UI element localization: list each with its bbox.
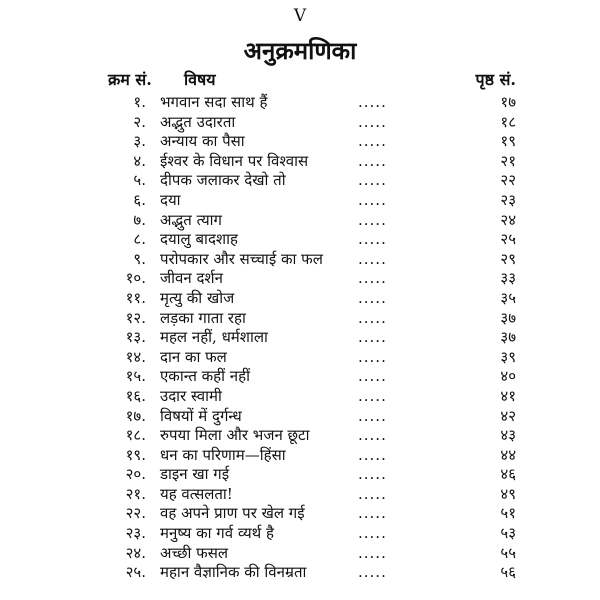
entry-leader-dots: ..... — [358, 288, 387, 307]
entry-title: दयालु बादशाह — [160, 230, 238, 249]
entry-page: ४४ — [500, 445, 516, 464]
entry-leader-dots: ..... — [358, 112, 387, 131]
entry-leader-dots: ..... — [358, 445, 387, 464]
entry-title: दया — [160, 190, 181, 209]
entry-number: ६. — [133, 190, 146, 209]
entry-leader-dots: ..... — [358, 465, 387, 484]
toc-entry — [0, 152, 600, 172]
entry-page: ४१ — [500, 386, 516, 405]
entry-page: २३ — [500, 190, 516, 209]
toc-entry — [0, 544, 600, 564]
entry-title: अच्छी फसल — [160, 543, 229, 562]
entry-page: २१ — [500, 151, 516, 170]
entry-number: ३. — [133, 132, 146, 151]
entry-leader-dots: ..... — [358, 151, 387, 170]
entry-page: ५१ — [500, 504, 516, 523]
toc-list — [0, 93, 600, 583]
entry-number: २१. — [125, 484, 146, 503]
entry-title: परोपकार और सच्चाई का फल — [160, 249, 323, 268]
toc-entry — [0, 328, 600, 348]
entry-leader-dots: ..... — [358, 171, 387, 190]
header-subject: विषय — [184, 70, 216, 89]
entry-number: ४. — [133, 151, 146, 170]
toc-entry — [0, 504, 600, 524]
entry-page: ५५ — [500, 543, 516, 562]
entry-leader-dots: ..... — [358, 484, 387, 503]
entry-leader-dots: ..... — [358, 328, 387, 347]
entry-page: ४९ — [500, 484, 516, 503]
entry-leader-dots: ..... — [358, 308, 387, 327]
entry-leader-dots: ..... — [358, 190, 387, 209]
toc-entry — [0, 524, 600, 544]
toc-entry — [0, 171, 600, 191]
entry-title: दीपक जलाकर देखो तो — [160, 171, 286, 190]
entry-title: धन का परिणाम—हिंसा — [160, 445, 286, 464]
entry-page: ४२ — [500, 406, 516, 425]
toc-entry — [0, 309, 600, 329]
entry-number: १८. — [125, 426, 146, 445]
entry-page: २४ — [500, 210, 516, 229]
toc-entry — [0, 211, 600, 231]
entry-page: ३३ — [500, 269, 516, 288]
page-number: V — [293, 6, 307, 26]
entry-number: १३. — [125, 328, 146, 347]
entry-number: १५. — [125, 367, 146, 386]
toc-entry — [0, 191, 600, 211]
entry-title: अद्भुत उदारता — [160, 112, 236, 131]
entry-title: रुपया मिला और भजन छूटा — [160, 426, 310, 445]
entry-number: २३. — [125, 524, 146, 543]
entry-number: १. — [133, 93, 146, 111]
entry-number: १६. — [125, 386, 146, 405]
entry-page: १७ — [500, 93, 516, 111]
toc-entry — [0, 132, 600, 152]
entry-number: १४. — [125, 347, 146, 366]
entry-number: १०. — [125, 269, 146, 288]
entry-title: यह वत्सलता! — [160, 484, 233, 503]
entry-page: २९ — [500, 249, 516, 268]
entry-title: अद्भुत त्याग — [160, 210, 222, 229]
header-number: क्रम सं. — [108, 70, 152, 89]
entry-number: ७. — [133, 210, 146, 229]
header-page: पृष्ठ सं. — [475, 70, 516, 89]
toc-entry — [0, 289, 600, 309]
toc-entry — [0, 465, 600, 485]
entry-page: ४० — [500, 367, 516, 386]
entry-number: ५. — [133, 171, 146, 190]
entry-title: जीवन दर्शन — [160, 269, 223, 288]
toc-entry — [0, 426, 600, 446]
entry-number: १९. — [125, 445, 146, 464]
toc-entry — [0, 407, 600, 427]
toc-entry — [0, 387, 600, 407]
entry-leader-dots: ..... — [358, 249, 387, 268]
entry-leader-dots: ..... — [358, 230, 387, 249]
entry-page: ३९ — [500, 347, 516, 366]
entry-title: डाइन खा गई — [160, 465, 230, 484]
toc-entry — [0, 269, 600, 289]
entry-page: २५ — [500, 230, 516, 249]
entry-page: ३५ — [500, 288, 516, 307]
toc-entry — [0, 485, 600, 505]
entry-page: ४६ — [500, 465, 516, 484]
entry-leader-dots: ..... — [358, 347, 387, 366]
entry-leader-dots: ..... — [358, 543, 387, 562]
entry-page: ४३ — [500, 426, 516, 445]
entry-leader-dots: ..... — [358, 426, 387, 445]
entry-title: दान का फल — [160, 347, 227, 366]
entry-title: महल नहीं, धर्मशाला — [160, 328, 268, 347]
entry-title: मनुष्य का गर्व व्यर्थ है — [160, 524, 274, 543]
entry-title: भगवान सदा साथ हैं — [160, 93, 268, 111]
toc-entry — [0, 250, 600, 270]
entry-leader-dots: ..... — [358, 524, 387, 543]
entry-title: लड़का गाता रहा — [160, 308, 246, 327]
entry-number: २२. — [125, 504, 146, 523]
entry-title: मृत्यु की खोज — [160, 288, 235, 307]
entry-number: २५. — [125, 563, 146, 582]
entry-number: २४. — [125, 543, 146, 562]
entry-leader-dots: ..... — [358, 210, 387, 229]
entry-title: महान वैज्ञानिक की विनम्रता — [160, 563, 307, 582]
entry-title: उदार स्वामी — [160, 386, 222, 405]
entry-leader-dots: ..... — [358, 386, 387, 405]
entry-page: १९ — [500, 132, 516, 151]
entry-leader-dots: ..... — [358, 406, 387, 425]
entry-page: २२ — [500, 171, 516, 190]
entry-leader-dots: ..... — [358, 563, 387, 582]
entry-page: ३७ — [500, 328, 516, 347]
toc-entry — [0, 230, 600, 250]
page-title: अनुक्रमणिका — [243, 36, 357, 65]
entry-title: ईश्वर के विधान पर विश्वास — [160, 151, 309, 170]
entry-leader-dots: ..... — [358, 269, 387, 288]
entry-page: ५६ — [500, 563, 516, 582]
entry-leader-dots: ..... — [358, 504, 387, 523]
toc-entry — [0, 93, 600, 113]
entry-number: १२. — [125, 308, 146, 327]
entry-number: २. — [133, 112, 146, 131]
entry-leader-dots: ..... — [358, 367, 387, 386]
toc-entry — [0, 446, 600, 466]
entry-leader-dots: ..... — [358, 132, 387, 151]
entry-number: ११. — [125, 288, 146, 307]
entry-title: अन्याय का पैसा — [160, 132, 245, 151]
entry-leader-dots: ..... — [358, 93, 387, 111]
entry-title: विषयों में दुर्गन्ध — [160, 406, 242, 425]
toc-header — [0, 68, 600, 90]
entry-number: १७. — [125, 406, 146, 425]
entry-number: ८. — [133, 230, 146, 249]
toc-entry — [0, 367, 600, 387]
entry-number: २०. — [125, 465, 146, 484]
toc-entry — [0, 113, 600, 133]
entry-title: एकान्त कहीं नहीं — [160, 367, 250, 386]
entry-page: १८ — [500, 112, 516, 131]
entry-page: ३७ — [500, 308, 516, 327]
entry-page: ५३ — [500, 524, 516, 543]
toc-entry — [0, 563, 600, 583]
entry-number: ९. — [133, 249, 146, 268]
toc-entry — [0, 348, 600, 368]
entry-title: वह अपने प्राण पर खेल गई — [160, 504, 305, 523]
